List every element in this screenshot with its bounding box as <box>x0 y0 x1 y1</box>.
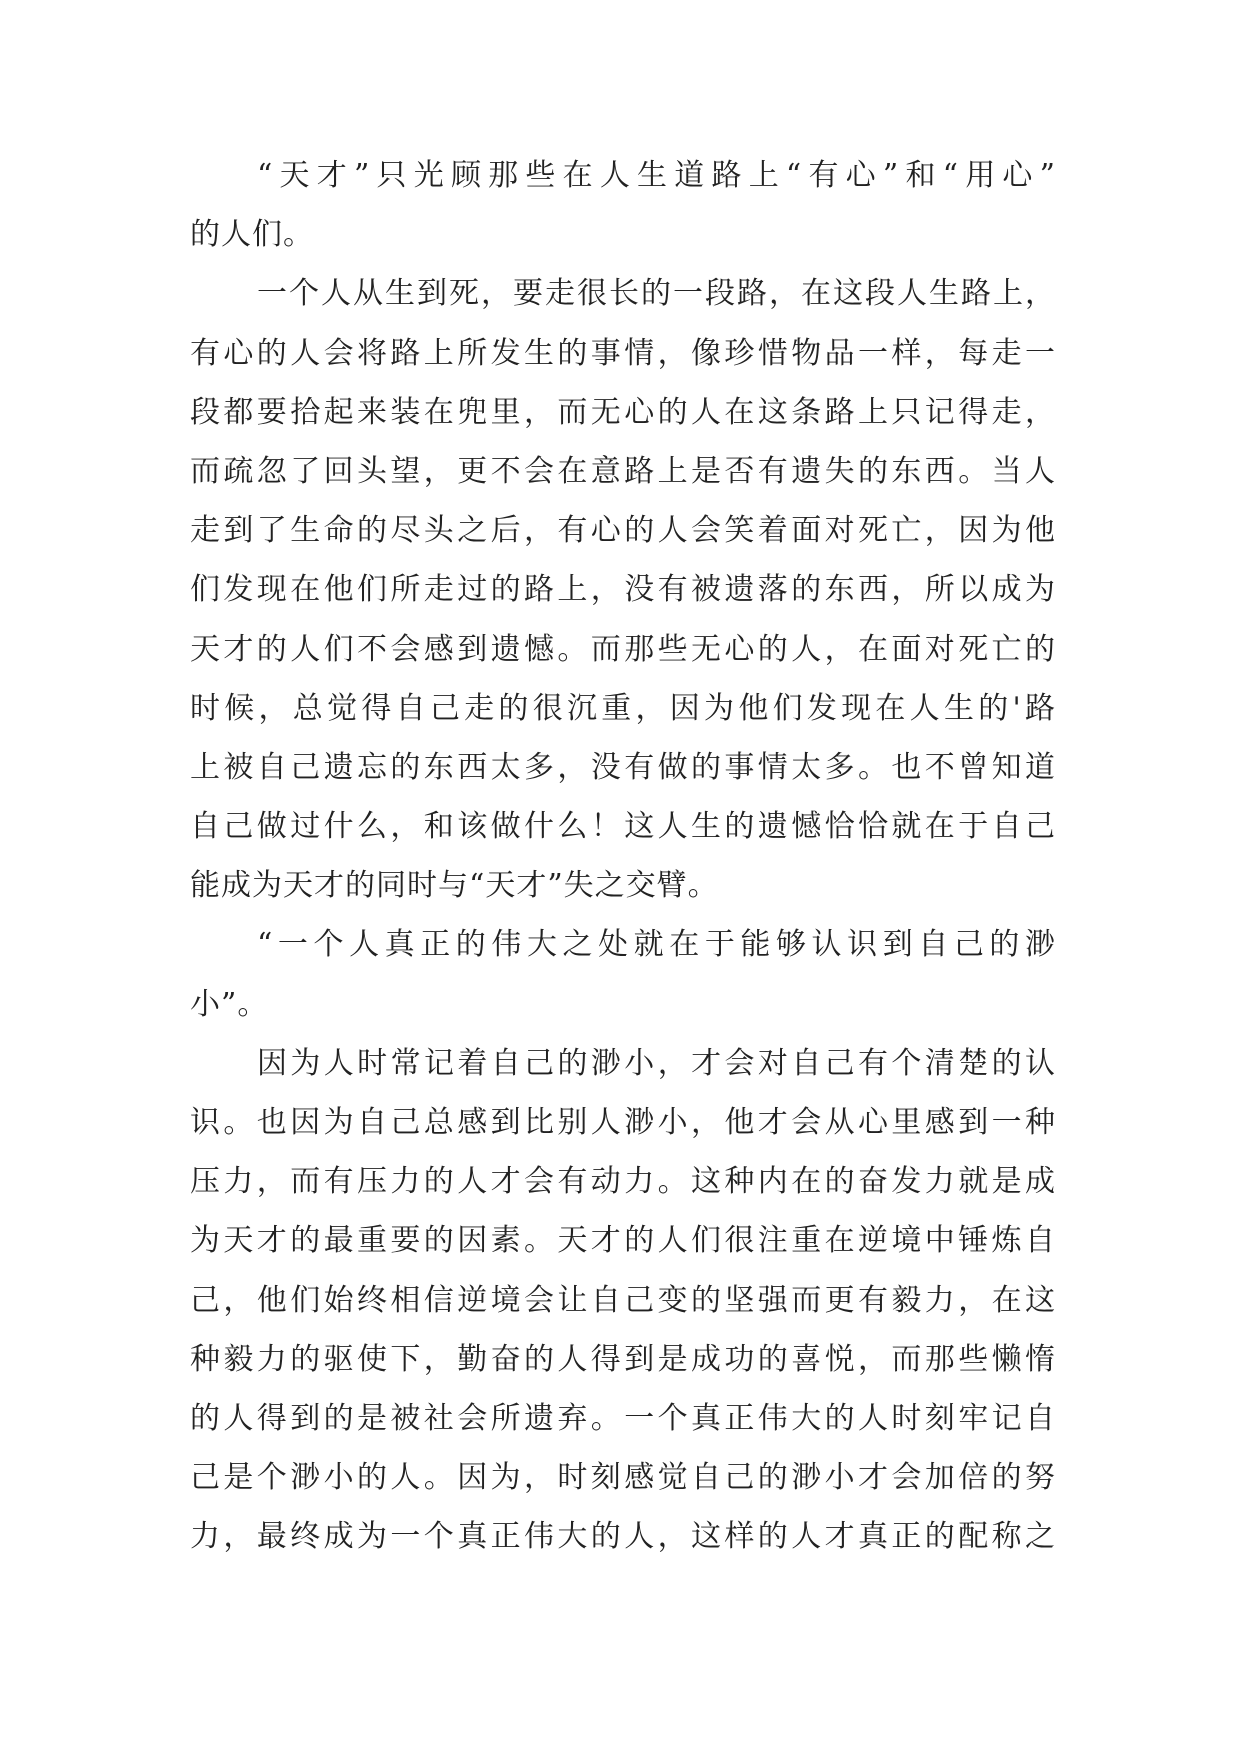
paragraph <box>190 915 1056 1033</box>
text-line: 时候，总觉得自己走的很沉重，因为他们发现在人生的'路 <box>190 690 1056 726</box>
text-line: 为天才的最重要的因素。天才的人们很注重在逆境中锤炼自 <box>190 1223 1056 1259</box>
text-line: 的人得到的是被社会所遗弃。一个真正伟大的人时刻牢记自 <box>190 1400 1056 1436</box>
document-body <box>190 146 1056 1567</box>
text-line: 而疏忽了回头望，更不会在意路上是否有遗失的东西。当人 <box>190 453 1056 489</box>
text-line: 己，他们始终相信逆境会让自己变的坚强而更有毅力，在这 <box>190 1282 1056 1318</box>
paragraph <box>190 1034 1056 1567</box>
text-line: 走到了生命的尽头之后，有心的人会笑着面对死亡，因为他 <box>190 513 1056 549</box>
text-line: 段都要拾起来装在兜里，而无心的人在这条路上只记得走， <box>190 394 1056 430</box>
text-line: 自己做过什么，和该做什么！这人生的遗憾恰恰就在于自己 <box>190 809 1056 845</box>
text-line: 己是个渺小的人。因为，时刻感觉自己的渺小才会加倍的努 <box>190 1460 1056 1496</box>
text-line: 种毅力的驱使下，勤奋的人得到是成功的喜悦，而那些懒惰 <box>190 1341 1056 1377</box>
text-line: 一个人从生到死，要走很长的一段路，在这段人生路上， <box>257 276 1056 312</box>
paragraph <box>190 146 1056 264</box>
text-line: 有心的人会将路上所发生的事情，像珍惜物品一样，每走一 <box>190 335 1056 371</box>
text-line: 因为人时常记着自己的渺小，才会对自己有个清楚的认 <box>257 1045 1056 1081</box>
text-line: 识。也因为自己总感到比别人渺小，他才会从心里感到一种 <box>190 1105 1056 1140</box>
text-line: 天才的人们不会感到遗憾。而那些无心的人，在面对死亡的 <box>190 631 1056 667</box>
text-line: 上被自己遗忘的东西太多，没有做的事情太多。也不曾知道 <box>190 749 1056 785</box>
text-line: 们发现在他们所走过的路上，没有被遗落的东西，所以成为 <box>190 572 1056 608</box>
text-line: 小”。 <box>190 986 269 1022</box>
paragraph <box>190 264 1056 915</box>
text-line: 力，最终成为一个真正伟大的人，这样的人才真正的配称之 <box>190 1519 1056 1555</box>
text-line: 压力，而有压力的人才会有动力。这种内在的奋发力就是成 <box>190 1164 1056 1200</box>
text-line: “一个人真正的伟大之处就在于能够认识到自己的渺 <box>257 927 1056 963</box>
text-line: “天才”只光顾那些在人生道路上“有心”和“用心” <box>257 158 1056 193</box>
text-line: 能成为天才的同时与“天才”失之交臂。 <box>190 868 719 904</box>
text-line: 的人们。 <box>190 217 314 253</box>
